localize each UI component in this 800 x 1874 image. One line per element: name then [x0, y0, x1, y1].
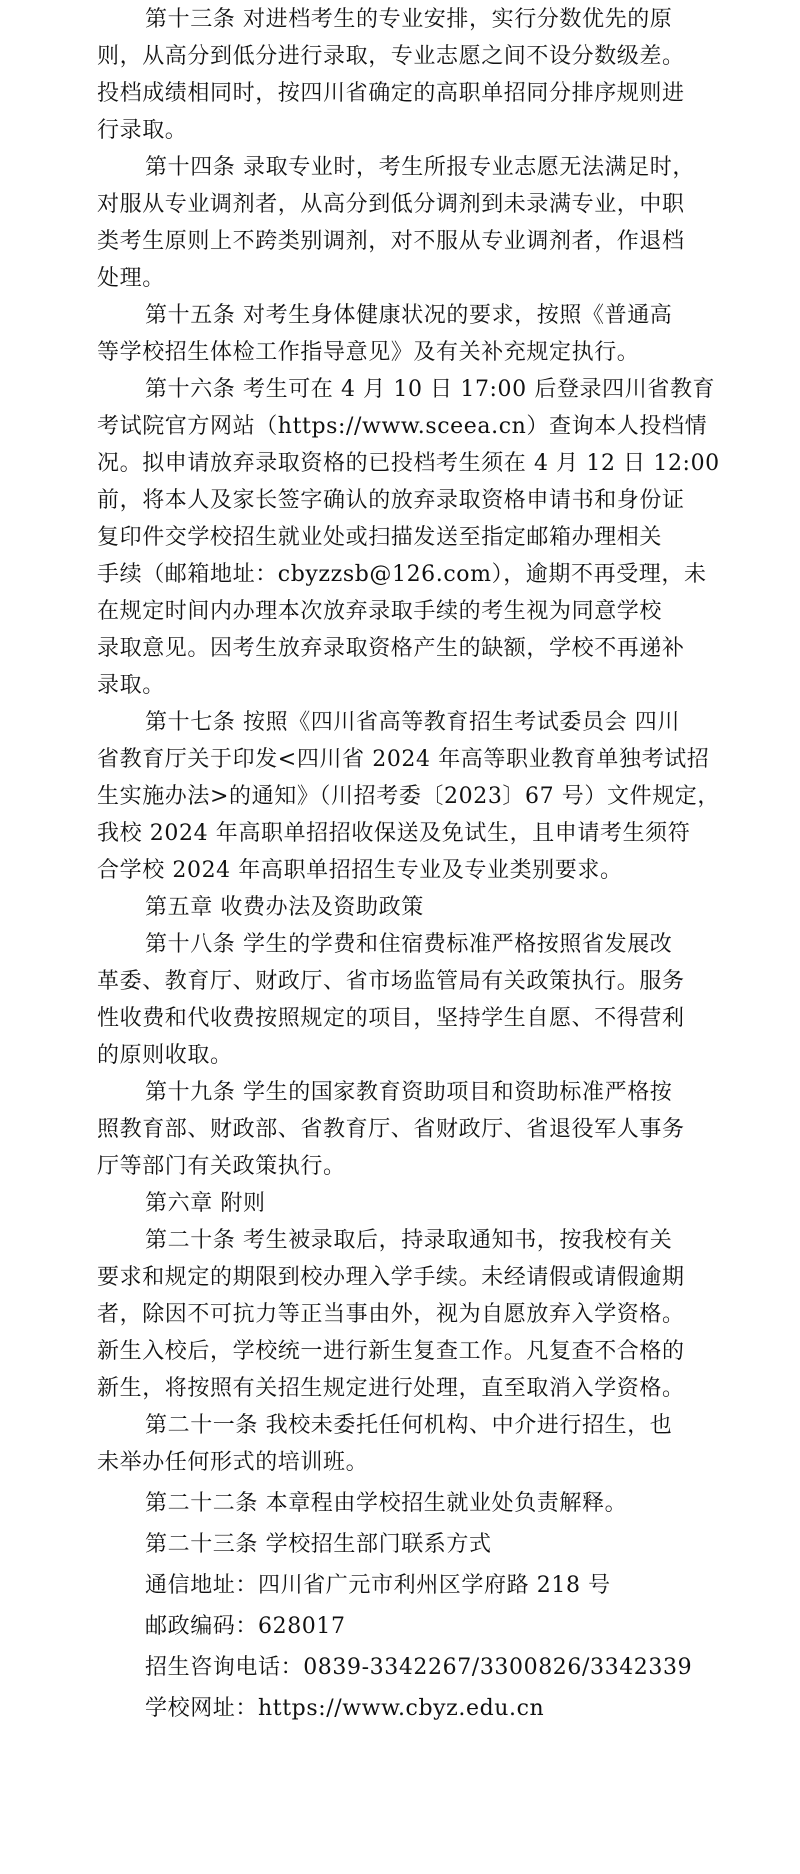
text-line: 第二十二条 本章程由学校招生就业处负责解释。: [145, 1491, 628, 1516]
text-line: 第二十一条 我校未委托任何机构、中介进行招生，也: [145, 1413, 673, 1438]
text-line: 手续（邮箱地址：cbyzzsb@126.com），逾期不再受理，未: [97, 562, 707, 587]
contact-postcode: 邮政编码：628017: [145, 1614, 346, 1639]
text-line: 第二十三条 学校招生部门联系方式: [145, 1532, 492, 1557]
text-line: 的原则收取。: [97, 1043, 233, 1068]
text-line: 类考生原则上不跨类别调剂，对不服从专业调剂者，作退档: [97, 229, 685, 254]
text-line: 者，除因不可抗力等正当事由外，视为自愿放弃入学资格。: [97, 1302, 685, 1327]
text-line: 性收费和代收费按照规定的项目，坚持学生自愿、不得营利: [97, 1006, 685, 1031]
text-line: 照教育部、财政部、省教育厅、省财政厅、省退役军人事务: [97, 1117, 685, 1142]
text-line: 新生入校后，学校统一进行新生复查工作。凡复查不合格的: [97, 1339, 685, 1364]
contact-website: 学校网址：https://www.cbyz.edu.cn: [145, 1696, 545, 1721]
text-line: 未举办任何形式的培训班。: [97, 1450, 369, 1475]
text-line: 考试院官方网站（https://www.sceea.cn）查询本人投档情: [97, 414, 708, 439]
text-line: 合学校 2024 年高职单招招生专业及专业类别要求。: [97, 858, 623, 883]
text-line: 我校 2024 年高职单招招收保送及免试生，且申请考生须符: [97, 821, 691, 846]
text-line: 前，将本人及家长签字确认的放弃录取资格申请书和身份证: [97, 488, 685, 513]
text-line: 厅等部门有关政策执行。: [97, 1154, 346, 1179]
chapter-heading: 第五章 收费办法及资助政策: [145, 895, 424, 920]
text-line: 第十四条 录取专业时，考生所报专业志愿无法满足时，: [145, 155, 695, 180]
contact-address: 通信地址：四川省广元市利州区学府路 218 号: [145, 1573, 611, 1598]
contact-phone: 招生咨询电话：0839-3342267/3300826/3342339: [145, 1655, 693, 1680]
chapter-heading: 第六章 附则: [145, 1191, 266, 1216]
text-line: 行录取。: [97, 118, 188, 143]
text-line: 处理。: [97, 266, 165, 291]
text-line: 在规定时间内办理本次放弃录取手续的考生视为同意学校: [97, 599, 663, 624]
text-line: 第十六条 考生可在 4 月 10 日 17:00 后登录四川省教育: [145, 377, 716, 402]
text-line: 新生，将按照有关招生规定进行处理，直至取消入学资格。: [97, 1376, 685, 1401]
text-line: 录取意见。因考生放弃录取资格产生的缺额，学校不再递补: [97, 636, 685, 661]
text-line: 革委、教育厅、财政厅、省市场监管局有关政策执行。服务: [97, 969, 685, 994]
text-line: 省教育厅关于印发<四川省 2024 年高等职业教育单独考试招: [97, 747, 710, 772]
text-line: 第十三条 对进档考生的专业安排，实行分数优先的原: [145, 7, 673, 32]
text-line: 要求和规定的期限到校办理入学手续。未经请假或请假逾期: [97, 1265, 685, 1290]
text-line: 第十七条 按照《四川省高等教育招生考试委员会 四川: [145, 710, 680, 735]
text-line: 第十五条 对考生身体健康状况的要求，按照《普通高: [145, 303, 673, 328]
text-line: 第二十条 考生被录取后，持录取通知书，按我校有关: [145, 1228, 673, 1253]
text-line: 第十八条 学生的学费和住宿费标准严格按照省发展改: [145, 932, 673, 957]
text-line: 录取。: [97, 673, 165, 698]
text-line: 生实施办法>的通知》（川招考委〔2023〕67 号）文件规定，: [97, 784, 721, 809]
text-line: 第十九条 学生的国家教育资助项目和资助标准严格按: [145, 1080, 673, 1105]
text-line: 等学校招生体检工作指导意见》及有关补充规定执行。: [97, 340, 640, 365]
text-line: 则，从高分到低分进行录取，专业志愿之间不设分数级差。: [97, 44, 685, 69]
text-line: 复印件交学校招生就业处或扫描发送至指定邮箱办理相关: [97, 525, 663, 550]
text-line: 对服从专业调剂者，从高分到低分调剂到未录满专业，中职: [97, 192, 685, 217]
text-line: 况。拟申请放弃录取资格的已投档考生须在 4 月 12 日 12:00: [97, 451, 720, 476]
text-line: 投档成绩相同时，按四川省确定的高职单招同分排序规则进: [97, 81, 685, 106]
